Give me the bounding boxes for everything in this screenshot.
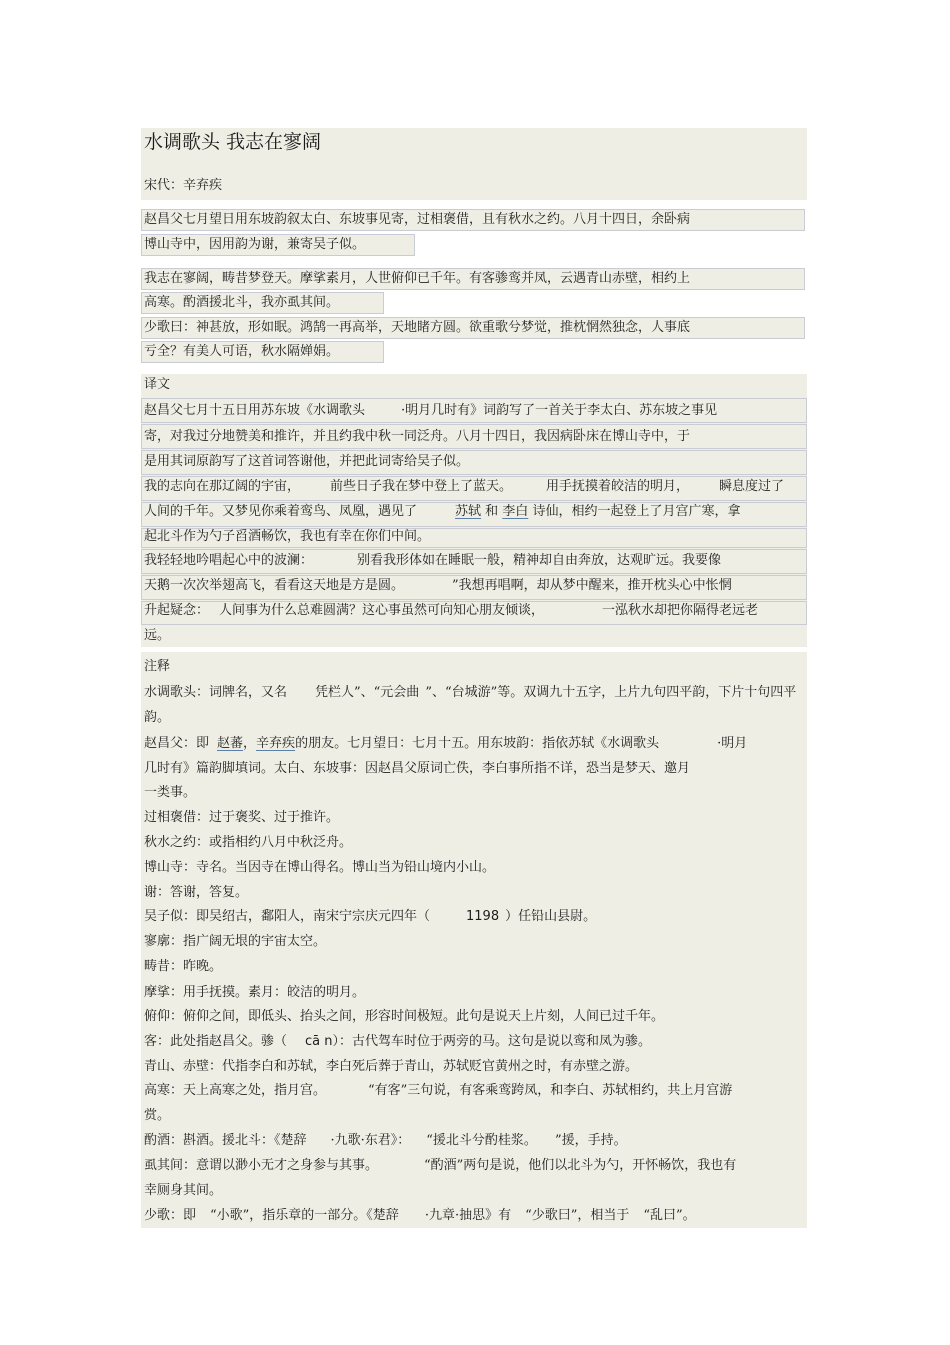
note-ke (144, 1034, 651, 1050)
note-segment: ”等。双调九十五字，上片九句四平韵，下片十句四平 (490, 685, 797, 700)
translation-segment: 赵昌父七月十五日用苏东坡《水调歌头 (144, 403, 366, 418)
translation-segment: 用手抚摸着皎洁的明月， (546, 479, 690, 494)
zhaofan-link[interactable]: 赵蕃 (217, 736, 244, 751)
translation-line-5 (144, 504, 740, 520)
translation-line-1 (144, 403, 717, 419)
note-liaokuo: 寥廓：指广阔无垠的宇宙太空。 (144, 934, 327, 949)
note-year: 1198 (466, 909, 500, 924)
note-segment: 赵昌父：即 (144, 736, 210, 751)
translation-segment: 一泓秋水却把你隔得老远老 (602, 603, 759, 618)
note-segment: “酌酒”两句是说，他们以北斗为勺，开怀畅饮，我也有 (424, 1158, 737, 1173)
note-segment: 水调歌头：词牌名，又名 (144, 685, 288, 700)
note-segment: ·九章·抽思》有 (424, 1208, 512, 1223)
note-segment: 虱其间：意谓以渺小无才之身参与其事。 (144, 1158, 379, 1173)
note-pinyin: cā n (305, 1034, 333, 1049)
note-segment: ·明月 (717, 736, 748, 751)
note-segment: ）任铅山县尉。 (505, 909, 597, 924)
note-gaohan (144, 1083, 732, 1099)
note-segment: 吴子似：即吴绍古，鄱阳人，南宋宁宗庆元四年（ (144, 909, 431, 924)
note-segment: 酌酒：斟酒。援北斗：《楚辞 (144, 1133, 307, 1148)
note-segment: ”、“台城游 (425, 685, 491, 700)
preface-line-2: 博山寺中，因用韵为谢，兼寄吴子似。 (144, 237, 366, 252)
note-shiqijian (144, 1158, 736, 1174)
translation-segment: 别看我形体如在睡眠一般，精神却自由奔放，达观旷远。我要像 (357, 553, 722, 568)
translation-line-2: 寄，对我过分地赞美和推许，并且约我中秋一同泛舟。八月十四日，我因病卧床在博山寺中，于 (144, 429, 691, 444)
translation-segment: 升起疑念： (144, 603, 210, 618)
note-segment: 凭栏人”、“元会曲 (315, 685, 420, 700)
translation-segment: ·明月几时有》词韵写了一首关于李太白、苏东坡之事见 (401, 403, 718, 418)
note-segment: 高寒：天上高寒之处，指月宫。 (144, 1083, 327, 1098)
translation-segment: 我的志向在那辽阔的宇宙， (144, 479, 301, 494)
note-segment: 少歌：即 (144, 1208, 197, 1223)
poem-title: 水调歌头 我志在寥阔 (144, 131, 322, 153)
poem-line-1: 我志在寥阔，畴昔梦登天。摩挲素月，人世俯仰已千年。有客骖鸾并凤，云遇青山赤壁，相约上 (144, 271, 691, 286)
note-guoxiangbaojie: 过相褒借：过于褒奖、过于推许。 (144, 810, 340, 825)
note-segment: ）：古代驾车时位于两旁的马。这句是说以鸾和凤为骖。 (332, 1034, 652, 1049)
note-zhaochangfu-cont: 几时有》篇韵脚填词。太白、东坡事：因赵昌父原词亡佚，李白事所指不详，恐当是梦天、邀月 (144, 761, 691, 776)
note-shaoge (144, 1208, 696, 1224)
note-segment: 客：此处指赵昌父。骖（ (144, 1034, 288, 1049)
note-segment: “有客”三句说，有客乘鸾跨凤，和李白、苏轼相约，共上月宫游 (368, 1083, 733, 1098)
sushi-link[interactable]: 苏轼 (455, 504, 482, 519)
note-gaohan-cont: 赏。 (144, 1108, 171, 1123)
translation-segment: 和 (481, 504, 503, 519)
note-segment: “援北斗兮酌桂浆。 (426, 1133, 537, 1148)
note-segment: ， (243, 736, 257, 751)
translation-line-8 (144, 578, 732, 594)
xinqiji-link[interactable]: 辛弃疾 (256, 736, 296, 751)
note-chouxi: 畴昔：昨晚。 (144, 959, 223, 974)
note-segment: ”援，手持。 (554, 1133, 627, 1148)
note-segment: “少歌曰”，相当于 (525, 1208, 630, 1223)
translation-line-4 (144, 479, 784, 495)
note-qiushuizhiyue: 秋水之约：或指相约八月中秋泛舟。 (144, 835, 353, 850)
poem-line-3: 少歌曰：神甚放，形如眠。鸿鹄一再高举，天地睹方圆。欲重歌兮梦觉，推枕惘然独念，人事底 (144, 320, 691, 335)
translation-line-3: 是用其词原韵写了这首词答谢他，并把此词寄给吴子似。 (144, 454, 470, 469)
note-shuidiaogetou (144, 685, 796, 701)
note-shiqijian-cont: 幸厕身其间。 (144, 1183, 223, 1198)
translation-segment: 天鹅一次次举翅高飞，看看这天地是方是圆。 (144, 578, 405, 593)
poem-line-2: 高寒。酌酒援北斗，我亦虱其间。 (144, 295, 340, 310)
poem-line-4: 亏全？有美人可语，秋水隔婵娟。 (144, 344, 340, 359)
note-segment: ·九歌·东君》： (330, 1133, 411, 1148)
translation-segment: 人间的千年。又梦见你乘着鸾鸟、凤凰，遇见了 (144, 504, 418, 519)
translation-segment: 人间事为什么总难圆满？这心事虽然可向知心朋友倾谈， (219, 603, 545, 618)
note-shuidiaogetou-cont: 韵。 (144, 710, 171, 725)
notes-heading: 注释 (144, 659, 171, 674)
translation-line-6: 起北斗作为勺子舀酒畅饮，我也有幸在你们中间。 (144, 529, 431, 544)
note-qingshan: 青山、赤壁：代指李白和苏轼，李白死后葬于青山，苏轼贬官黄州之时，有赤壁之游。 (144, 1059, 639, 1074)
note-fuyang: 俯仰：俯仰之间，即低头、抬头之间，形容时间极短。此句是说天上片刻，人间已过千年。 (144, 1009, 665, 1024)
translation-line-7 (144, 553, 721, 569)
author-line: 宋代：辛弃疾 (144, 178, 223, 193)
note-xie: 谢：答谢，答复。 (144, 885, 249, 900)
preface-line-1: 赵昌父七月望日用东坡韵叙太白、东坡事见寄，过相褒借，且有秋水之约。八月十四日，余卧病 (144, 212, 691, 227)
note-wuzisi (144, 909, 596, 925)
translation-segment: 瞬息度过了 (719, 479, 785, 494)
note-boshansi: 博山寺：寺名。当因寺在博山得名。博山当为铅山境内小山。 (144, 860, 496, 875)
note-zhaochangfu (144, 736, 747, 752)
translation-segment: ”我想再唱啊，却从梦中醒来，推开枕头心中怅惘 (452, 578, 732, 593)
note-segment: “小歌”，指乐章的一部分。《楚辞 (210, 1208, 399, 1223)
note-zhuojiu (144, 1133, 627, 1149)
note-mosuo: 摩挲：用手抚摸。素月：皎洁的明月。 (144, 985, 366, 1000)
note-zhaochangfu-cont2: 一类事。 (144, 785, 197, 800)
translation-line-9 (144, 603, 758, 619)
translation-segment: 我轻轻地吟唱起心中的波澜： (144, 553, 314, 568)
note-segment: 的朋友。七月望日：七月十五。用东坡韵：指依苏轼《水调歌头 (295, 736, 660, 751)
translation-heading: 译文 (144, 377, 171, 392)
translation-line-10: 远。 (144, 628, 171, 643)
translation-segment: 前些日子我在梦中登上了蓝天。 (330, 479, 513, 494)
libai-link[interactable]: 李白 (502, 504, 529, 519)
note-segment: “乱曰”。 (643, 1208, 696, 1223)
translation-segment: 诗仙，相约一起登上了月宫广寒，拿 (528, 504, 741, 519)
